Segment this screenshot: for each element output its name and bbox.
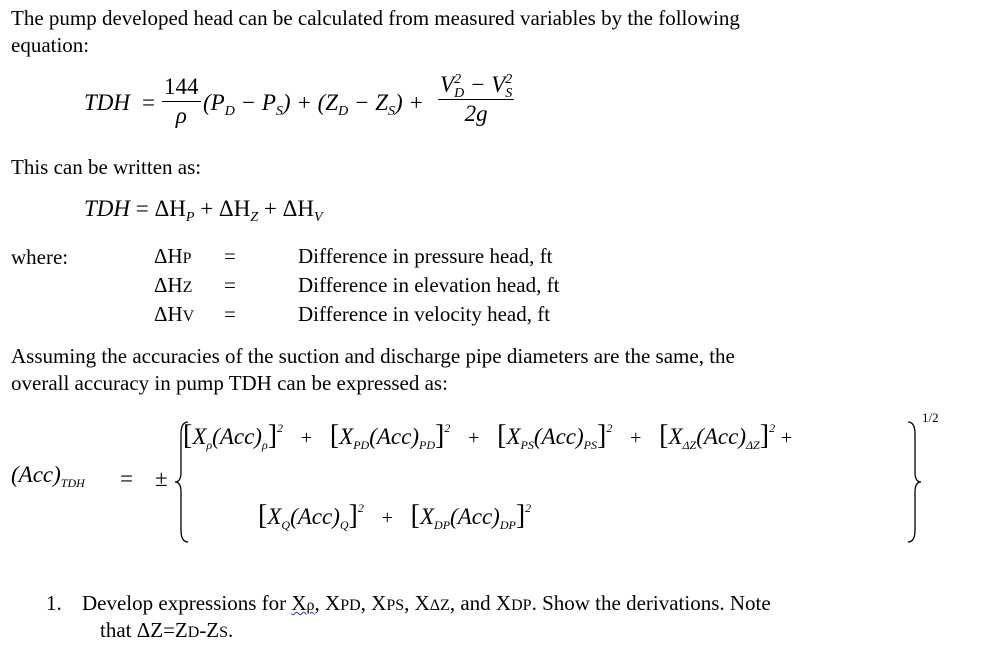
eq3-row-1: $[X_\rho(Acc)_\rho]^2 + [X_{PD}(Acc)_{PD}]^2 + [X_{PS}(Acc)_{PS}]^2 + [X_{\Delta Z}(Acc)_{\Delta Z}]^2$ + [183, 420, 793, 452]
eq1-body: $(P_D - P_S) + (Z_D - Z_S)$ + [203, 90, 424, 119]
eq2: TDH = $\Delta H_P + \Delta H_Z + \Delta H_V$ [84, 196, 323, 225]
definition-row: ΔHP = Difference in pressure head, ft [154, 244, 553, 268]
eq3-exponent: 1/2 [922, 410, 939, 425]
eq1-lhs: TDH [84, 90, 131, 115]
intro-line-2: equation: [11, 33, 90, 57]
assume-line-2: overall accuracy in pump TDH can be expressed as: [11, 371, 448, 395]
eq1-frac1: $\frac{144}{\rho}$ [164, 74, 199, 128]
eq3-equals: = [120, 466, 133, 491]
definition-row: ΔHV = Difference in velocity head, ft [154, 302, 551, 326]
eq1-equals: = [142, 90, 155, 115]
definition-row: ΔHZ = Difference in elevation head, ft [154, 273, 560, 297]
eq3-plusminus: ± [155, 466, 168, 491]
definitions-table [154, 244, 559, 331]
eq3-right-brace [906, 420, 924, 544]
eq3-lhs: $(Acc)_{TDH}$ [11, 462, 85, 490]
assume-line-1: Assuming the accuracies of the suction and discharge pipe diameters are the same, the [11, 344, 735, 368]
eq1-frac2: $\frac{V^2_D - V^2_S}{2g}$ [440, 72, 513, 126]
question-line-2: that ΔZ=ZD-ZS. [100, 618, 234, 642]
question-number: 1. [46, 591, 62, 615]
question-line-1: Develop expressions for Xρ, XPD, XPS, XΔZ, and XDP. Show the derivations. Note [82, 591, 771, 615]
written-as-text: This can be written as: [11, 155, 202, 179]
intro-line-1: The pump developed head can be calculated from measured variables by the following [11, 6, 740, 30]
where-label: where: [11, 245, 69, 269]
eq3-row-2: $[X_Q(Acc)_Q]^2 + [X_{DP}(Acc)_{DP}]^2$ [258, 500, 532, 532]
